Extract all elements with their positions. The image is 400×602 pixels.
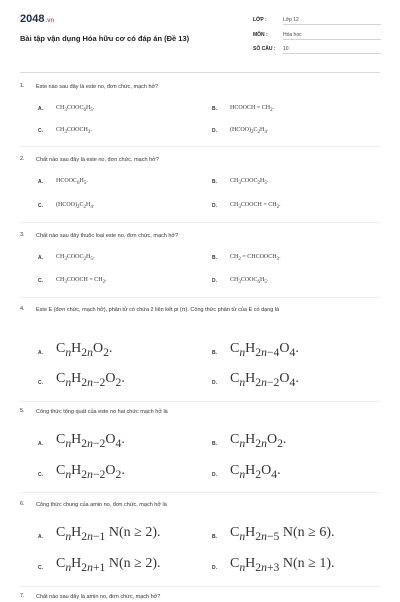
meta-underline xyxy=(283,39,381,40)
question-text: Chất nào sau đây là este no, đơn chức, mạch hở? xyxy=(36,157,159,163)
option-label: C. xyxy=(38,472,43,478)
option-formula: $CH_3COOCH_3$. xyxy=(56,127,92,136)
option-formula: $CH_3COOCH = CH_2$. xyxy=(230,202,281,211)
question-number: 1. xyxy=(20,83,25,89)
option-label: A. xyxy=(38,350,43,356)
option-label: A. xyxy=(38,255,43,261)
option-formula: $C_nH_{2n-2}O_4$. xyxy=(230,371,299,389)
option-formula: $HCOOC_6H_5$. xyxy=(56,178,88,187)
meta-class-value: Lớp 12 xyxy=(283,17,299,23)
option-label: A. xyxy=(38,534,43,540)
option-label: A. xyxy=(38,441,43,447)
option-label: C. xyxy=(38,565,43,571)
option-formula: $CH_3COOC_6H_5$. xyxy=(56,105,95,114)
question-number: 5. xyxy=(20,408,25,414)
option-formula: $C_nH_{2n-2}O_2$. xyxy=(56,371,125,389)
meta-count-key: SỐ CÂU : xyxy=(253,46,276,52)
question-text: Công thức tổng quát của este no hai chức mạch hở là xyxy=(36,409,168,415)
option-formula: $C_nH_{2n-1}$ N(n ≥ 2). xyxy=(56,525,161,543)
question-number: 6. xyxy=(20,501,25,507)
option-formula: $C_nH_{2n}O_2$. xyxy=(56,341,113,359)
meta-subject-key: MÔN : xyxy=(253,32,268,38)
option-label: B. xyxy=(212,255,217,261)
option-formula: $C_nH_{2n+3}$ N(n ≥ 1). xyxy=(230,556,335,574)
option-label: D. xyxy=(212,128,217,134)
question-divider xyxy=(20,222,380,223)
option-label: B. xyxy=(212,534,217,540)
header-divider xyxy=(20,72,380,73)
option-label: B. xyxy=(212,179,217,185)
meta-class-key: LỚP : xyxy=(253,17,267,23)
option-label: C. xyxy=(38,278,43,284)
option-label: B. xyxy=(212,350,217,356)
meta-count-value: 10 xyxy=(283,46,289,52)
option-formula: $CH_3COOC_2H_5$. xyxy=(230,178,269,187)
question-text: Chất nào sau đây là amin no, đơn chức, mạch hở? xyxy=(36,594,161,600)
option-formula: $C_nH_{2n-4}O_4$. xyxy=(230,341,299,359)
option-formula: $CH_3COOC_2H_5$. xyxy=(56,254,95,263)
question-divider xyxy=(20,492,380,493)
question-text: Công thức chung của amin no, đơn chức, mạch hở là xyxy=(36,502,167,508)
option-label: B. xyxy=(212,441,217,447)
option-label: D. xyxy=(212,380,217,386)
page-header xyxy=(0,0,400,60)
option-formula: HCOOCH = $CH_2$. xyxy=(230,105,275,114)
option-label: B. xyxy=(212,106,217,112)
option-label: D. xyxy=(212,472,217,478)
option-formula: $(HCOO)_2C_2H_4$. xyxy=(230,127,269,136)
question-text: Este E (đơn chức, mạch hở), phân tử có chứa 2 liên kết pi (π). Công thức phân tử của E có dạng là xyxy=(36,307,280,313)
option-label: A. xyxy=(38,106,43,112)
option-label: C. xyxy=(38,203,43,209)
option-label: D. xyxy=(212,565,217,571)
option-label: A. xyxy=(38,179,43,185)
option-formula: $(HCOO)_2C_2H_4$. xyxy=(56,202,95,211)
question-divider xyxy=(20,146,380,147)
option-formula: $CH_3COOCH = CH_2$. xyxy=(56,277,107,286)
option-formula: $CH_3COOC_6H_5$. xyxy=(230,277,269,286)
option-formula: $C_nH_{2n-2}O_4$. xyxy=(56,432,125,450)
meta-underline xyxy=(283,24,381,25)
option-formula: $C_nH_{2n+1}$ N(n ≥ 2). xyxy=(56,556,161,574)
meta-underline xyxy=(283,53,381,54)
option-formula: $C_nH_{2n}O_2$. xyxy=(230,432,287,450)
option-formula: $C_nH_{2n-5}$ N(n ≥ 6). xyxy=(230,525,335,543)
question-number: 3. xyxy=(20,232,25,238)
option-formula: $CH_2$ = $CHCOOCH_3$. xyxy=(230,254,281,263)
question-number: 7. xyxy=(20,593,25,599)
logo-tld: .vn xyxy=(45,18,55,24)
option-label: C. xyxy=(38,380,43,386)
option-label: D. xyxy=(212,203,217,209)
option-label: C. xyxy=(38,128,43,134)
logo-text: 2048 xyxy=(20,13,45,25)
question-divider xyxy=(20,586,380,587)
question-number: 2. xyxy=(20,156,25,162)
option-formula: $C_nH_{2n-2}O_2$. xyxy=(56,463,125,481)
question-divider xyxy=(20,401,380,402)
question-divider xyxy=(20,297,380,298)
question-number: 4. xyxy=(20,306,25,312)
question-text: Este nào sau đây là este no, đơn chức, mạch hở? xyxy=(36,84,159,90)
meta-subject-value: Hóa học xyxy=(283,32,302,38)
site-logo[interactable] xyxy=(20,13,54,25)
question-text: Chất nào sau đây thuộc loại este no, đơn chức, mạch hở? xyxy=(36,233,179,239)
page-title: Bài tập vận dụng Hóa hữu cơ có đáp án (Đề 13) xyxy=(20,34,190,43)
option-formula: $C_nH_2O_4$. xyxy=(230,463,281,481)
option-label: D. xyxy=(212,278,217,284)
